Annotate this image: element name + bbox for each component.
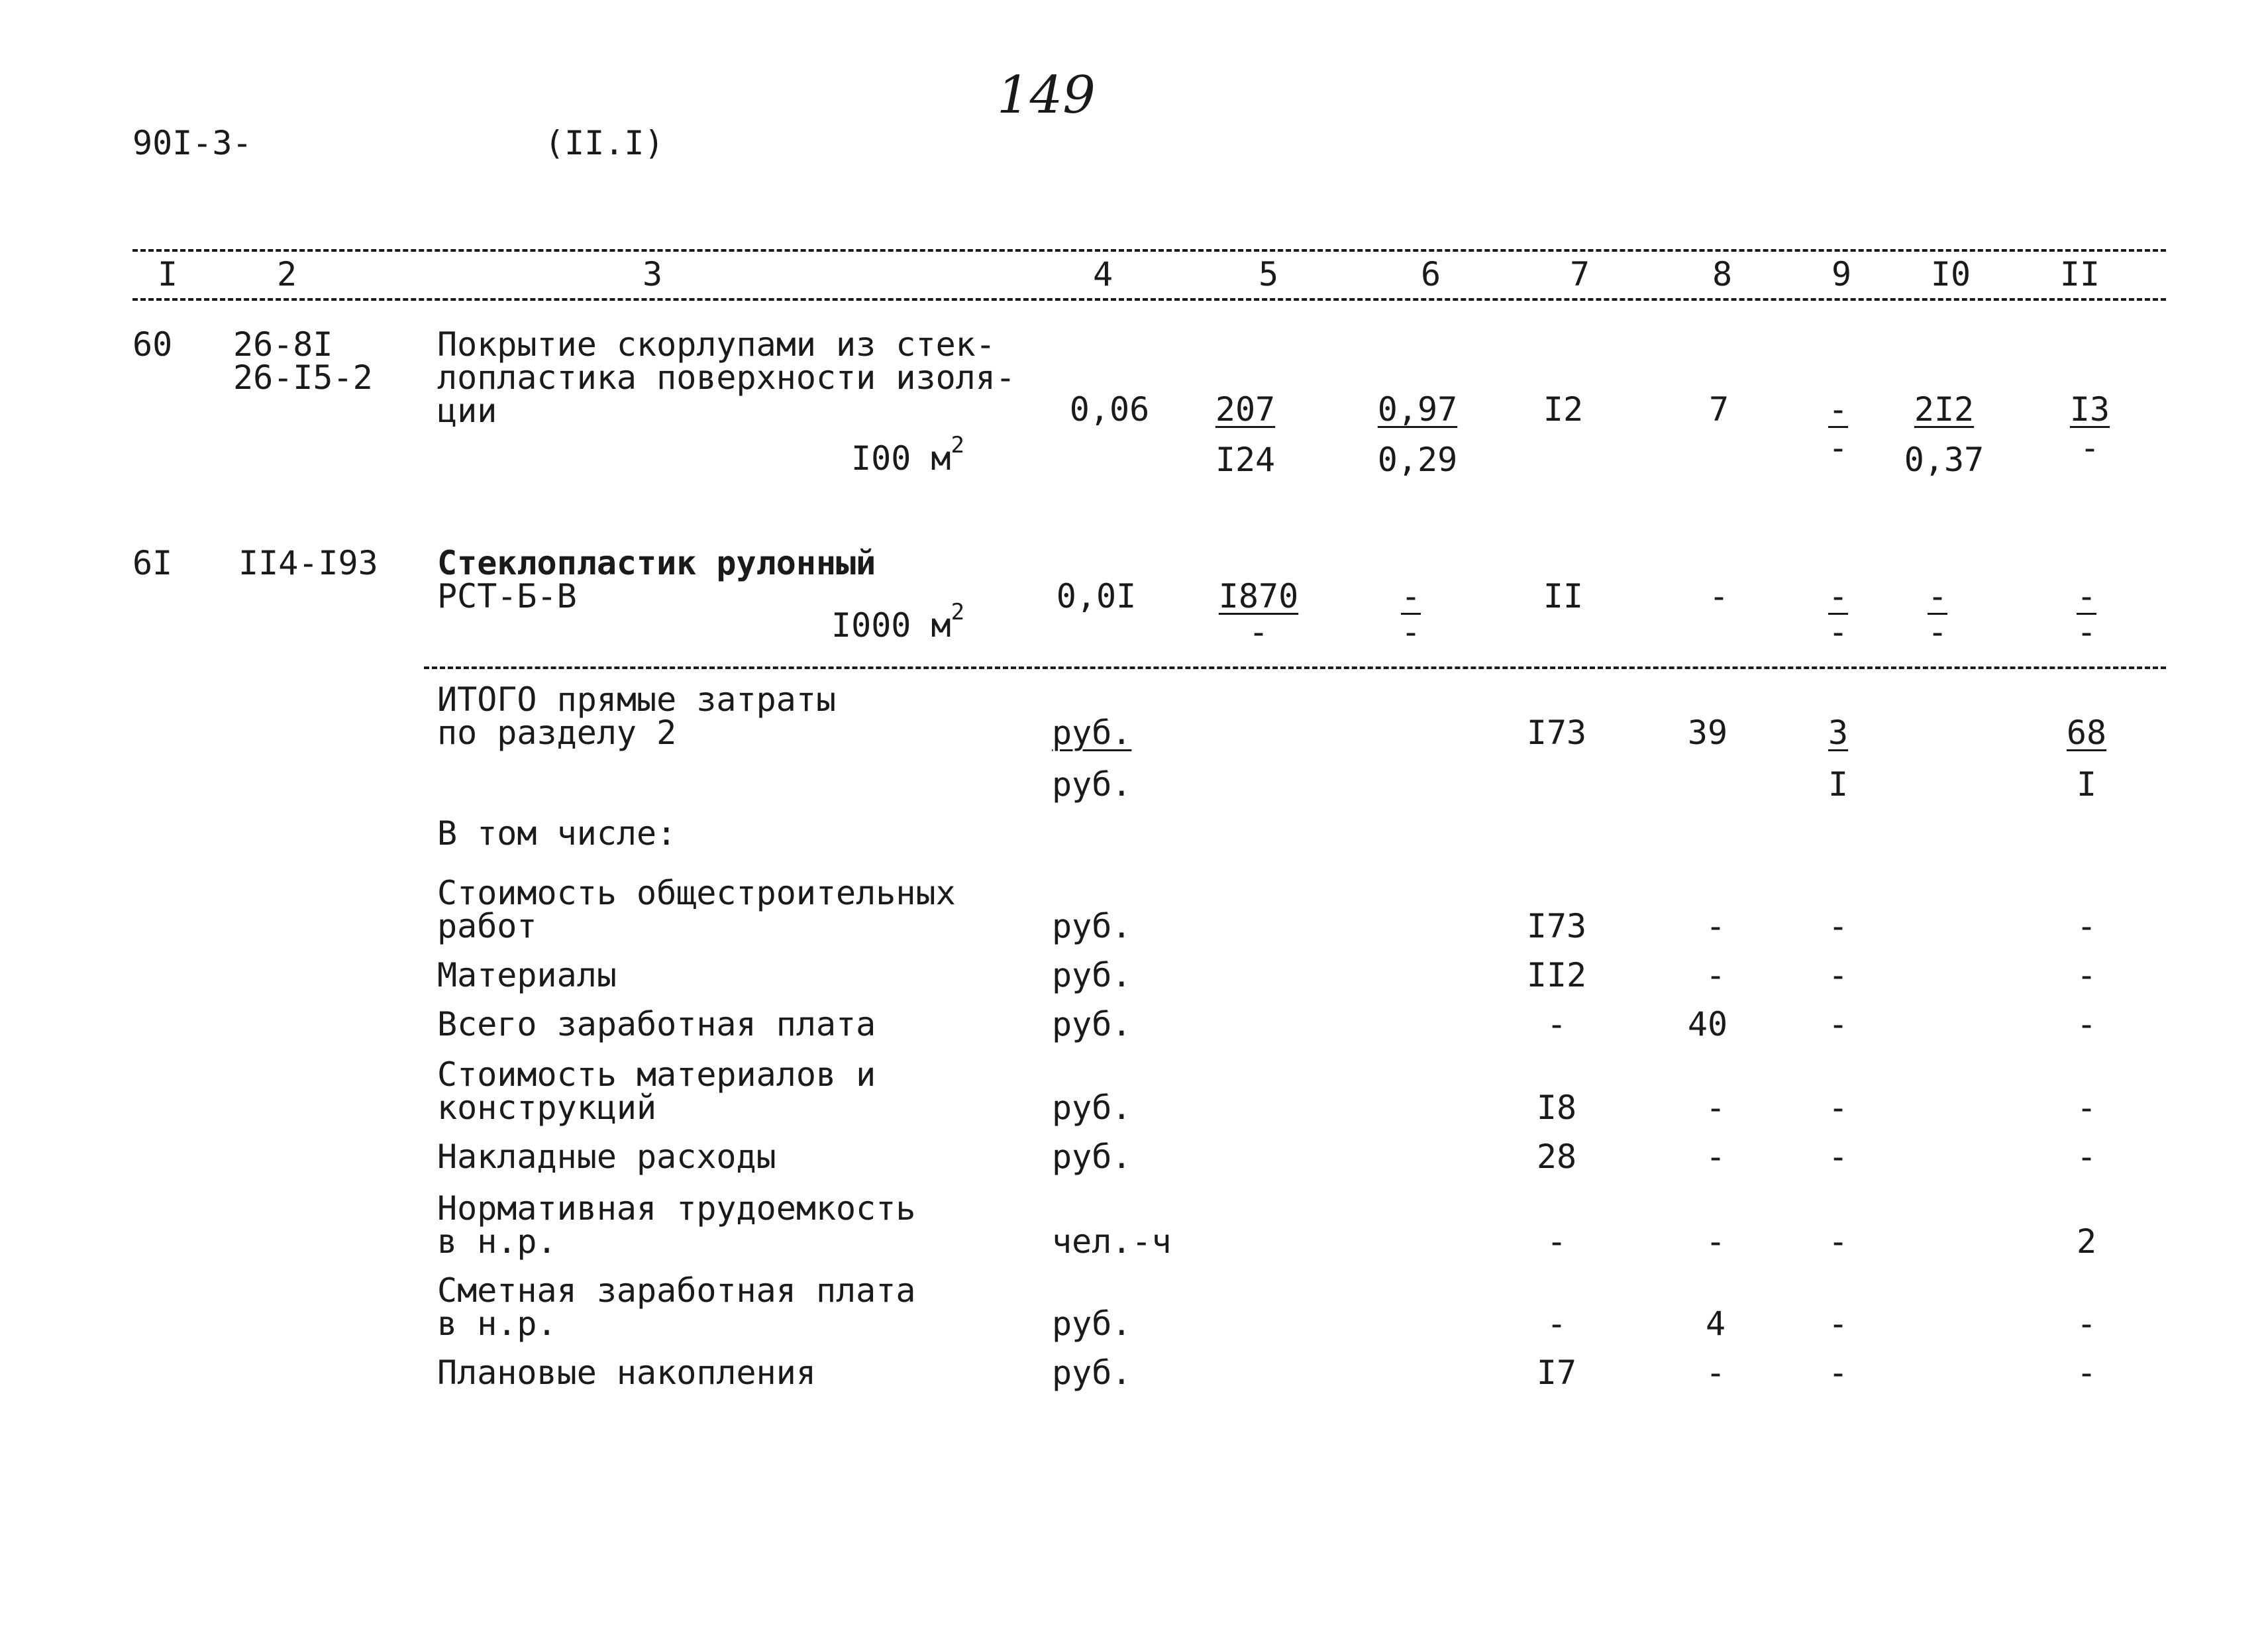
breakdown-unit: руб. xyxy=(1052,1005,1132,1043)
document-code: 90I-3- xyxy=(132,124,252,162)
totals-unit-top: руб. xyxy=(1052,714,1132,752)
breakdown-col9: - xyxy=(1828,1353,1849,1392)
header-top-rule xyxy=(132,249,2166,252)
totals-label-line: по разделу 2 xyxy=(437,714,677,752)
breakdown-col8: - xyxy=(1705,1138,1726,1176)
cell-col8: 7 xyxy=(1708,390,1729,429)
breakdown-unit: руб. xyxy=(1052,1304,1132,1343)
column-header: II xyxy=(2059,255,2100,293)
breakdown-col8: - xyxy=(1705,1222,1726,1261)
breakdown-col11: - xyxy=(2076,1005,2097,1043)
totals-col9-top: 3 xyxy=(1828,714,1849,752)
breakdown-col9: - xyxy=(1828,1138,1849,1176)
breakdown-label-line: Нормативная трудоемкость xyxy=(437,1189,916,1228)
breakdown-label-line: конструкций xyxy=(437,1088,657,1127)
column-header: 3 xyxy=(642,255,663,293)
totals-col8: 39 xyxy=(1687,714,1728,752)
breakdown-col9: - xyxy=(1828,1304,1849,1343)
row-code: II4-I93 xyxy=(238,544,378,582)
cell-col9-bottom: - xyxy=(1828,613,1849,651)
column-header: 8 xyxy=(1712,255,1733,293)
breakdown-label-line: Материалы xyxy=(437,956,617,994)
cell-col5-top: I870 xyxy=(1218,577,1299,615)
row-unit: I000 $м^2$ xyxy=(831,599,965,645)
row-description-line: Стеклопластик рулонный xyxy=(437,544,876,582)
row-code: 26-I5-2 xyxy=(233,358,373,397)
breakdown-col7: - xyxy=(1546,1222,1567,1261)
cell-col8: - xyxy=(1708,577,1729,615)
totals-col11-bottom: I xyxy=(2076,765,2097,804)
breakdown-col8: - xyxy=(1705,907,1726,945)
breakdown-col11: - xyxy=(2076,1088,2097,1127)
column-header: 5 xyxy=(1258,255,1279,293)
row-number: 6I xyxy=(132,544,173,582)
cell-col9-bottom: - xyxy=(1828,429,1849,467)
cell-col5-bottom: - xyxy=(1248,613,1269,651)
breakdown-col11: - xyxy=(2076,956,2097,994)
breakdown-unit: руб. xyxy=(1052,907,1132,945)
column-header: I0 xyxy=(1930,255,1971,293)
cell-col6-top: 0,97 xyxy=(1377,390,1458,429)
breakdown-col11: 2 xyxy=(2076,1222,2097,1261)
page-number: 149 xyxy=(997,66,1096,125)
breakdown-col8: - xyxy=(1705,1353,1726,1392)
breakdown-label-line: в н.р. xyxy=(437,1222,557,1261)
totals-col9-bottom: I xyxy=(1828,765,1849,804)
including-label: В том числе: xyxy=(437,814,677,853)
cell-col10-bottom: - xyxy=(1927,613,1948,651)
breakdown-label-line: Стоимость материалов и xyxy=(437,1055,876,1094)
totals-col7: I73 xyxy=(1526,714,1587,752)
cell-col9-top: - xyxy=(1828,390,1849,429)
breakdown-unit: руб. xyxy=(1052,1353,1132,1392)
row-code: 26-8I xyxy=(233,325,333,364)
row-unit: I00 $м^2$ xyxy=(851,432,964,478)
breakdown-col9: - xyxy=(1828,1222,1849,1261)
breakdown-label-line: Всего заработная плата xyxy=(437,1005,876,1043)
breakdown-col7: I73 xyxy=(1526,907,1587,945)
breakdown-label-line: работ xyxy=(437,907,537,945)
breakdown-col9: - xyxy=(1828,956,1849,994)
cell-col7: II xyxy=(1543,577,1584,615)
row-description-line: ции xyxy=(437,392,497,430)
breakdown-label-line: Плановые накопления xyxy=(437,1353,816,1392)
column-header: 4 xyxy=(1092,255,1113,293)
breakdown-label-line: Сметная заработная плата xyxy=(437,1271,916,1310)
breakdown-col7: I7 xyxy=(1536,1353,1577,1392)
cell-col5-bottom: I24 xyxy=(1215,441,1276,479)
cell-col10-top: 2I2 xyxy=(1914,390,1975,429)
totals-col11-top: 68 xyxy=(2066,714,2107,752)
row-description-line: Покрытие скорлупами из стек- xyxy=(437,325,996,364)
section-number: (II.I) xyxy=(544,124,664,162)
column-header: 6 xyxy=(1420,255,1441,293)
row-number: 60 xyxy=(132,325,173,364)
breakdown-col9: - xyxy=(1828,1088,1849,1127)
breakdown-col7: II2 xyxy=(1526,956,1587,994)
breakdown-col8: - xyxy=(1705,956,1726,994)
column-header: 9 xyxy=(1831,255,1852,293)
breakdown-col8: - xyxy=(1705,1088,1726,1127)
cell-col11-top: - xyxy=(2076,577,2097,615)
row-description-line: РСТ-Б-В xyxy=(437,577,577,615)
totals-unit-bottom: руб. xyxy=(1052,765,1132,804)
column-header: 2 xyxy=(276,255,297,293)
breakdown-col8: 40 xyxy=(1687,1005,1728,1043)
cell-col11-top: I3 xyxy=(2069,390,2110,429)
cell-col6-bottom: 0,29 xyxy=(1377,441,1458,479)
cell-col10-bottom: 0,37 xyxy=(1904,441,1984,479)
column-header: I xyxy=(157,255,178,293)
cell-col5-top: 207 xyxy=(1215,390,1276,429)
breakdown-col7: - xyxy=(1546,1005,1567,1043)
totals-separator-rule xyxy=(424,666,2166,669)
breakdown-label-line: в н.р. xyxy=(437,1304,557,1343)
cell-col6-top: - xyxy=(1400,577,1421,615)
breakdown-unit: руб. xyxy=(1052,1088,1132,1127)
breakdown-col11: - xyxy=(2076,1353,2097,1392)
cell-quantity: 0,06 xyxy=(1069,390,1150,429)
breakdown-unit: руб. xyxy=(1052,1138,1132,1176)
breakdown-unit: руб. xyxy=(1052,956,1132,994)
column-header: 7 xyxy=(1569,255,1590,293)
cell-col10-top: - xyxy=(1927,577,1948,615)
cell-col6-bottom: - xyxy=(1400,613,1421,651)
breakdown-col11: - xyxy=(2076,1138,2097,1176)
cell-col7: I2 xyxy=(1543,390,1584,429)
breakdown-col11: - xyxy=(2076,907,2097,945)
breakdown-col9: - xyxy=(1828,907,1849,945)
breakdown-label-line: Стоимость общестроительных xyxy=(437,874,956,912)
breakdown-col8: 4 xyxy=(1705,1304,1726,1343)
row-description-line: лопластика поверхности изоля- xyxy=(437,358,1015,397)
header-bottom-rule xyxy=(132,298,2166,301)
cell-col11-bottom: - xyxy=(2076,613,2097,651)
breakdown-col7: 28 xyxy=(1536,1138,1577,1176)
cell-quantity: 0,0I xyxy=(1056,577,1137,615)
breakdown-col7: - xyxy=(1546,1304,1567,1343)
breakdown-col9: - xyxy=(1828,1005,1849,1043)
cell-col11-bottom: - xyxy=(2079,429,2100,467)
breakdown-label-line: Накладные расходы xyxy=(437,1138,776,1176)
totals-label-line: ИТОГО прямые затраты xyxy=(437,680,837,719)
breakdown-col7: I8 xyxy=(1536,1088,1577,1127)
breakdown-unit: чел.-ч xyxy=(1052,1222,1172,1261)
cell-col9-top: - xyxy=(1828,577,1849,615)
breakdown-col11: - xyxy=(2076,1304,2097,1343)
